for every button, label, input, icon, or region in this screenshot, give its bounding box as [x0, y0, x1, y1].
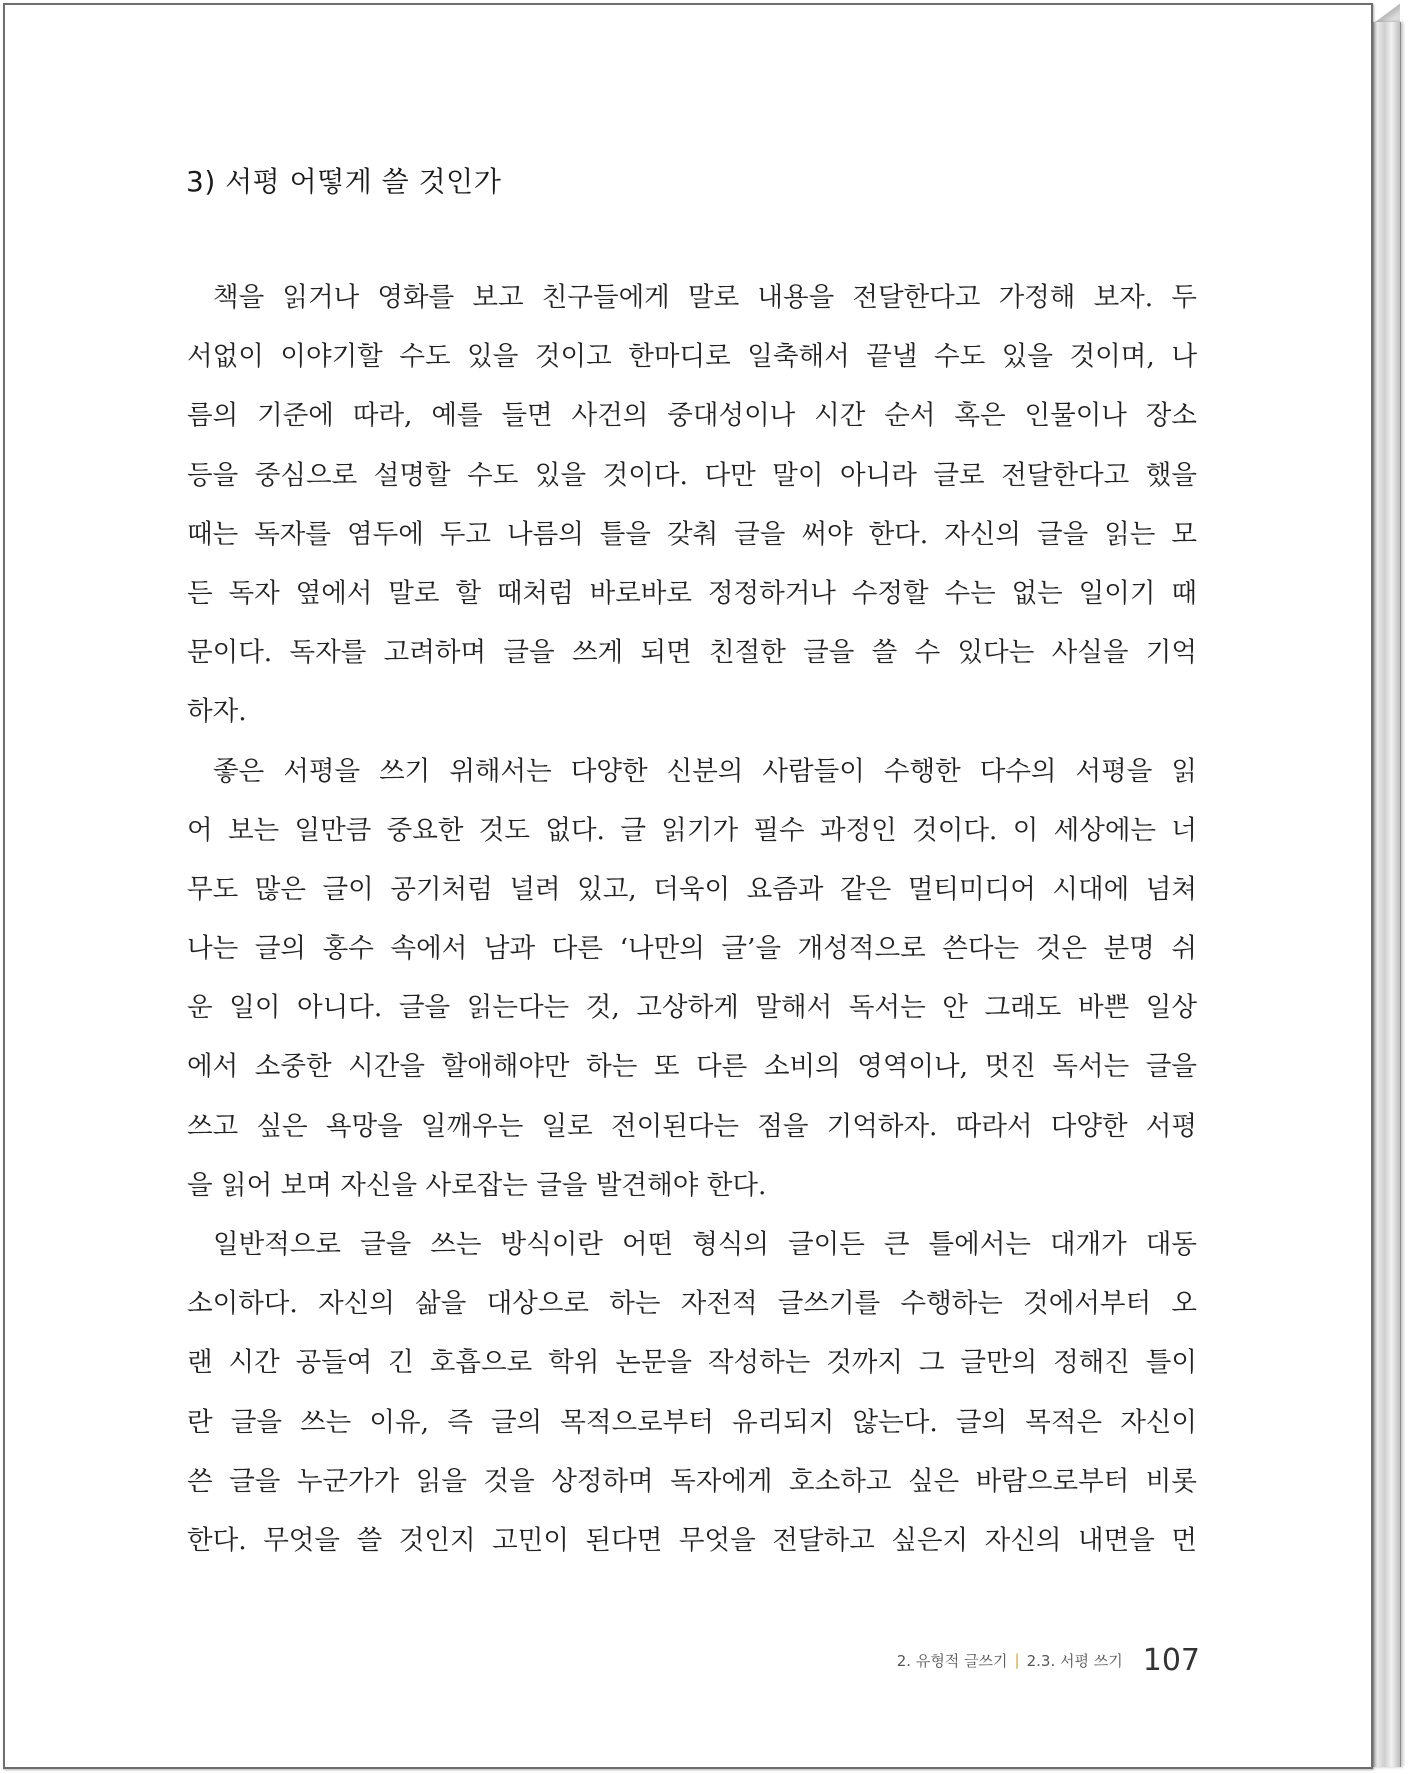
text-line: 등을 중심으로 설명할 수도 있을 것이다. 다만 말이 아니라 글로 전달한다고 했을 — [187, 459, 1197, 491]
text-line: 쓰고 싶은 욕망을 일깨우는 일로 전이된다는 점을 기억하자. 따라서 다양한 서평 — [187, 1110, 1197, 1142]
text-line: 서없이 이야기할 수도 있을 것이고 한마디로 일축해서 끝낼 수도 있을 것이며, 나 — [187, 341, 1197, 373]
text-line: 어 보는 일만큼 중요한 것도 없다. 글 읽기가 필수 과정인 것이다. 이 세상에는 너 — [187, 814, 1197, 846]
text-line: 랜 시간 공들여 긴 호흡으로 학위 논문을 작성하는 것까지 그 글만의 정해진 틀이 — [187, 1347, 1197, 1379]
text-line: 쓴 글을 누군가가 읽을 것을 상정하며 독자에게 호소하고 싶은 바람으로부터 비롯 — [187, 1465, 1197, 1497]
page-number: 107 — [1142, 1642, 1200, 1678]
text-line: 책을 읽거나 영화를 보고 친구들에게 말로 내용을 전달한다고 가정해 보자. 두 — [213, 282, 1197, 313]
text-line: 나는 글의 홍수 속에서 남과 다른 ‘나만의 글’을 개성적으로 쓴다는 것은 분명 쉬 — [187, 933, 1197, 965]
text-line: 란 글을 쓰는 이유, 즉 글의 목적으로부터 유리되지 않는다. 글의 목적은 자신이 — [187, 1406, 1197, 1438]
text-line: 소이하다. 자신의 삶을 대상으로 하는 자전적 글쓰기를 수행하는 것에서부터 오 — [187, 1288, 1197, 1320]
footer-chapter-title: 2. 유형적 글쓰기 — [896, 1651, 1008, 1670]
text-line: 한다. 무엇을 쓸 것인지 고민이 된다면 무엇을 전달하고 싶은지 자신의 내면을 먼 — [187, 1524, 1197, 1556]
text-line: 름의 기준에 따라, 예를 들면 사건의 중대성이나 시간 순서 혹은 인물이나 장소 — [187, 400, 1197, 432]
text-line: 일반적으로 글을 쓰는 방식이란 어떤 형식의 글이든 큰 틀에서는 대개가 대동 — [213, 1229, 1197, 1260]
text-line: 하자. — [187, 696, 247, 728]
text-line: 을 읽어 보며 자신을 사로잡는 글을 발견해야 한다. — [187, 1169, 767, 1201]
text-line: 에서 소중한 시간을 할애해야만 하는 또 다른 소비의 영역이나, 멋진 독서는 글을 — [187, 1051, 1197, 1083]
text-line: 때는 독자를 염두에 두고 나름의 틀을 갖춰 글을 써야 한다. 자신의 글을 읽는 모 — [187, 518, 1197, 550]
footer-separator: | — [1014, 1651, 1020, 1669]
text-line: 든 독자 옆에서 말로 할 때처럼 바로바로 정정하거나 수정할 수는 없는 일이기 때 — [187, 577, 1197, 609]
book-page-edges — [1372, 22, 1401, 1767]
text-line: 운 일이 아니다. 글을 읽는다는 것, 고상하게 말해서 독서는 안 그래도 바쁜 일상 — [187, 992, 1197, 1024]
section-heading: 3) 서평 어떻게 쓸 것인가 — [186, 165, 502, 198]
text-line: 무도 많은 글이 공기처럼 널려 있고, 더욱이 요즘과 같은 멀티미디어 시대에 넘쳐 — [187, 873, 1197, 905]
text-line: 문이다. 독자를 고려하며 글을 쓰게 되면 친절한 글을 쓸 수 있다는 사실을 기억 — [187, 637, 1197, 669]
book-page — [3, 3, 1373, 1769]
body-text — [187, 268, 1197, 1570]
text-line: 좋은 서평을 쓰기 위해서는 다양한 신분의 사람들이 수행한 다수의 서평을 읽 — [213, 755, 1197, 787]
running-footer — [875, 1640, 1200, 1680]
footer-section-title: 2.3. 서평 쓰기 — [1026, 1651, 1123, 1670]
